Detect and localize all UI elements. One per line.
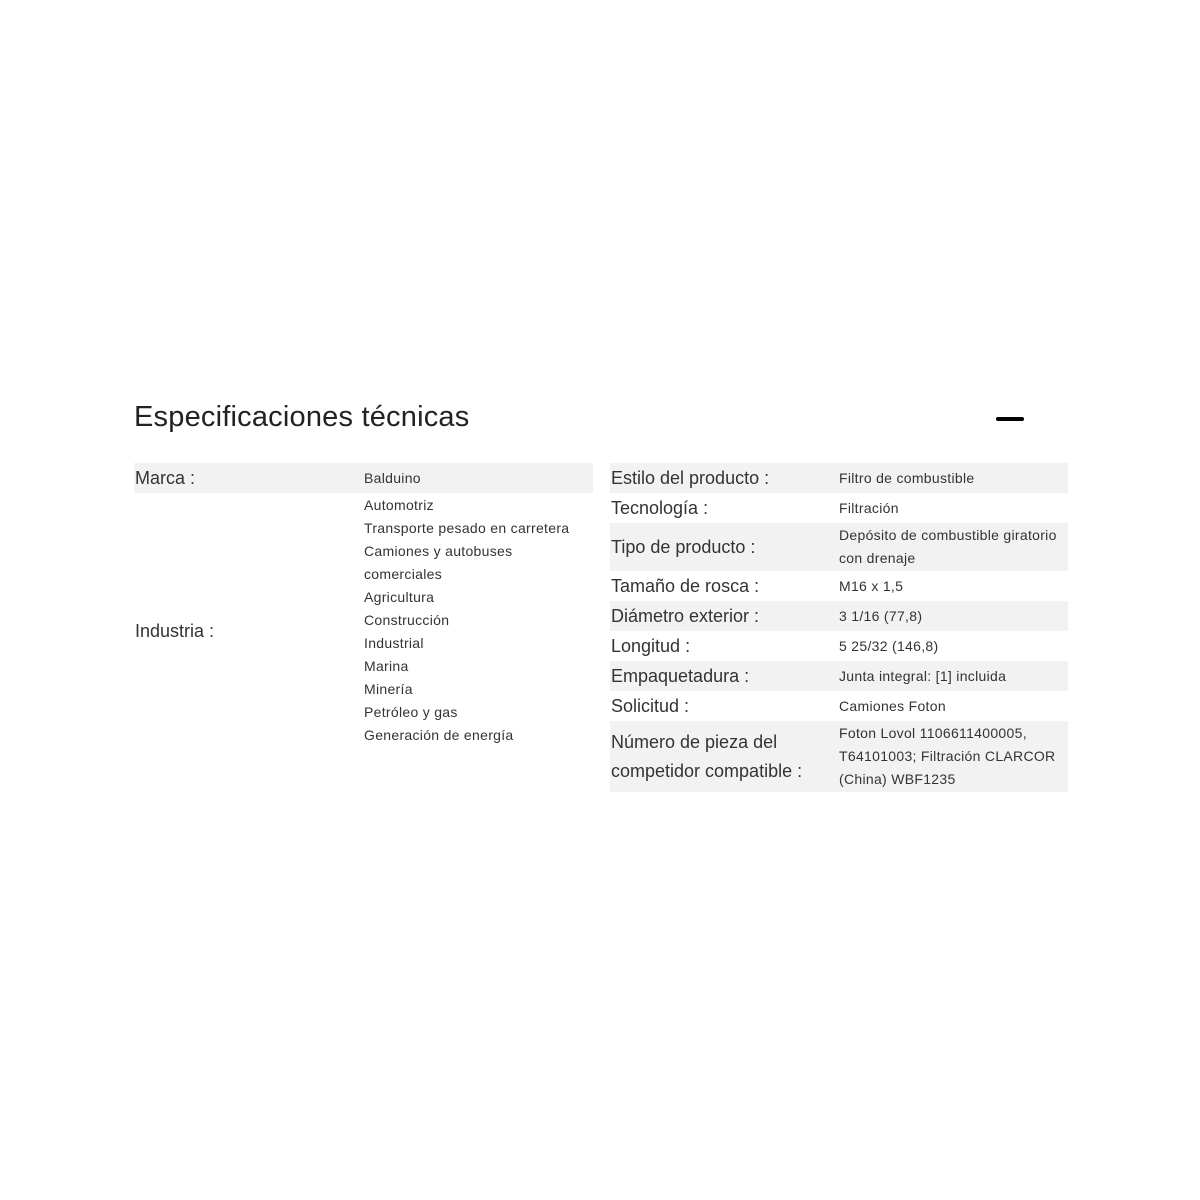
- specs-table-left: [134, 463, 593, 769]
- list-item: Agricultura: [364, 588, 435, 605]
- spec-row: [610, 691, 1068, 721]
- spec-row-brand: [134, 463, 593, 493]
- spec-value: [363, 493, 593, 769]
- spec-row: [610, 721, 1068, 792]
- spec-value: Junta integral: [1] incluida: [838, 661, 1068, 691]
- spec-value: [838, 523, 1068, 571]
- spec-label: Estilo del producto :: [610, 463, 838, 493]
- spec-row: [610, 571, 1068, 601]
- spec-row-industry: [134, 493, 593, 769]
- value-line: con drenaje: [839, 550, 916, 566]
- spec-label: Empaquetadura :: [610, 661, 838, 691]
- section-title: Especificaciones técnicas: [134, 401, 470, 433]
- list-item: Transporte pesado en carretera: [364, 519, 570, 536]
- specs-table-right: [610, 463, 1068, 792]
- spec-label: Diámetro exterior :: [610, 601, 838, 631]
- spec-value: 5 25/32 (146,8): [839, 637, 939, 654]
- spec-row: [610, 661, 1068, 691]
- spec-row: [610, 493, 1068, 523]
- spec-value: Filtración: [839, 499, 899, 516]
- minus-icon: [996, 417, 1024, 421]
- value-line: Foton Lovol 1106611400005,: [839, 725, 1027, 741]
- spec-label: Tecnología :: [611, 497, 709, 518]
- spec-label: [610, 721, 838, 792]
- list-item: Generación de energía: [364, 726, 514, 743]
- label-line: Número de pieza del: [611, 731, 778, 752]
- spec-value: Balduino: [363, 463, 593, 493]
- spec-row: [610, 601, 1068, 631]
- label-line: competidor compatible :: [611, 760, 803, 781]
- spec-row: [610, 523, 1068, 571]
- list-item: Marina: [364, 657, 409, 674]
- list-item: Automotriz: [364, 496, 434, 513]
- spec-label: Tipo de producto :: [610, 523, 838, 571]
- collapse-button[interactable]: [996, 415, 1024, 423]
- industry-list: [364, 494, 593, 747]
- spec-value: Filtro de combustible: [838, 463, 1068, 493]
- list-item: Camiones y autobuses: [364, 542, 513, 559]
- spec-label: Solicitud :: [611, 695, 690, 716]
- technical-specs-section: [134, 395, 1068, 787]
- list-item: Industrial: [364, 634, 424, 651]
- spec-value: 3 1/16 (77,8): [838, 601, 1068, 631]
- value-line: Depósito de combustible giratorio: [839, 527, 1057, 543]
- spec-value: [838, 721, 1068, 792]
- list-item: comerciales: [364, 565, 442, 582]
- spec-row: [610, 463, 1068, 493]
- spec-label: Tamaño de rosca :: [611, 575, 760, 596]
- spec-label: Marca :: [134, 463, 363, 493]
- spec-row: [610, 631, 1068, 661]
- list-item: Construcción: [364, 611, 450, 628]
- spec-value: Camiones Foton: [839, 697, 946, 714]
- value-line: (China) WBF1235: [839, 771, 956, 787]
- list-item: Petróleo y gas: [364, 703, 458, 720]
- spec-value: M16 x 1,5: [839, 577, 904, 594]
- list-item: Minería: [364, 680, 413, 697]
- value-line: T64101003; Filtración CLARCOR: [839, 748, 1056, 764]
- spec-label: Longitud :: [611, 635, 691, 656]
- spec-label: Industria :: [135, 620, 215, 641]
